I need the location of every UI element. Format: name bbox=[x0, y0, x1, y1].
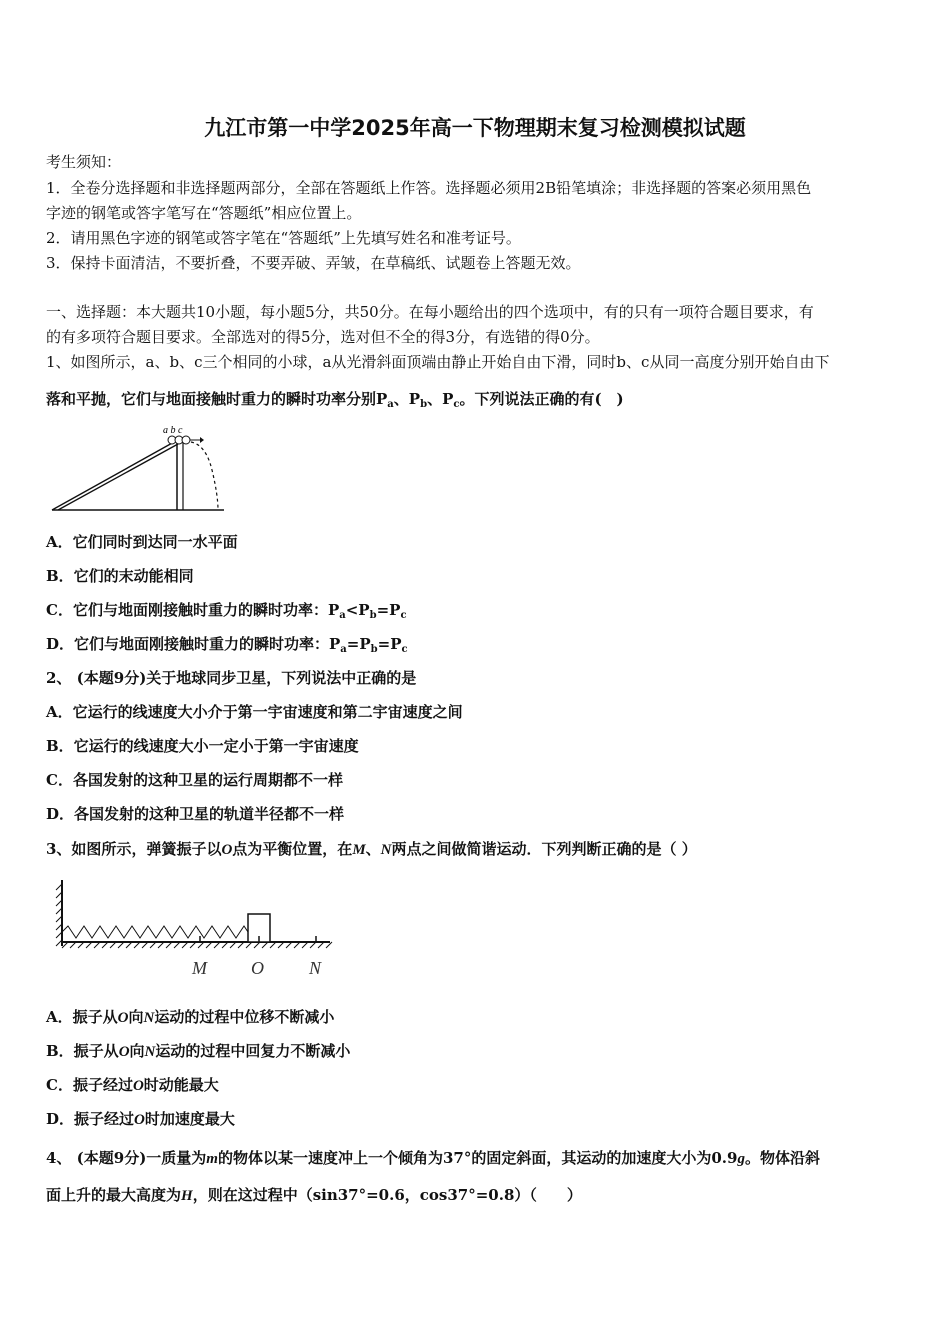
ball-labels: a b c bbox=[163, 425, 183, 436]
notice-heading: 考生须知： bbox=[46, 153, 122, 171]
q1-option-b[interactable]: B．它们的末动能相同 bbox=[46, 567, 194, 585]
q1-option-a[interactable]: A．它们同时到达同一水平面 bbox=[46, 533, 238, 551]
page-title: 九江市第一中学2025年高一下物理期末复习检测模拟试题 bbox=[204, 116, 746, 140]
incline-surface bbox=[52, 442, 174, 510]
q3-option-d[interactable]: D．振子经过O时加速度最大 bbox=[46, 1110, 235, 1128]
q2-option-a[interactable]: A．它运行的线速度大小介于第一宇宙速度和第二宇宙速度之间 bbox=[46, 703, 463, 721]
q3-option-c[interactable]: C．振子经过O时动能最大 bbox=[46, 1076, 219, 1094]
q4-stem-line-1: 4、 (本题9分)一质量为m的物体以某一速度冲上一个倾角为37°的固定斜面，其运动的加速度大小为0.9g。物体沿斜 bbox=[46, 1149, 820, 1167]
q3-option-b[interactable]: B．振子从O向N运动的过程中回复力不断减小 bbox=[46, 1042, 351, 1060]
label-n: N bbox=[309, 958, 322, 978]
label-o: O bbox=[251, 958, 264, 978]
section-instructions-2: 的有多项符合题目要求。全部选对的得5分，选对但不全的得3分，有选错的得0分。 bbox=[46, 328, 600, 346]
q2-stem: 2、 (本题9分)关于地球同步卫星，下列说法中正确的是 bbox=[46, 669, 417, 687]
q3-stem: 3、如图所示，弹簧振子以O点为平衡位置，在M、N两点之间做简谐运动．下列判断正确的是（ ） bbox=[46, 840, 697, 858]
q3-spring-oscillator-figure bbox=[50, 876, 340, 984]
q4-stem-line-2: 面上升的最大高度为H，则在这过程中（sin37°=0.6，cos37°=0.8）（ ） bbox=[46, 1186, 582, 1204]
ball-c-trajectory bbox=[191, 442, 218, 510]
q2-option-b[interactable]: B．它运行的线速度大小一定小于第一宇宙速度 bbox=[46, 737, 359, 755]
q2-option-c[interactable]: C．各国发射的这种卫星的运行周期都不一样 bbox=[46, 771, 343, 789]
q1-option-d[interactable]: D．它们与地面刚接触时重力的瞬时功率：$P_a=P_b=P_c$ bbox=[46, 635, 408, 655]
q2-option-d[interactable]: D．各国发射的这种卫星的轨道半径都不一样 bbox=[46, 805, 345, 823]
notice-line-1: 1．全卷分选择题和非选择题两部分，全部在答题纸上作答。选择题必须用2B铅笔填涂；非选择题的答案必须用黑色 bbox=[46, 179, 812, 197]
notice-line-4: 3．保持卡面清洁，不要折叠，不要弄破、弄皱，在草稿纸、试题卷上答题无效。 bbox=[46, 254, 581, 272]
q1-stem-line-1: 1、如图所示，a、b、c三个相同的小球，a从光滑斜面顶端由静止开始自由下滑，同时b、c从同一高度分别开始自由下 bbox=[46, 353, 830, 371]
spring bbox=[62, 926, 248, 938]
velocity-arrowhead bbox=[200, 437, 204, 443]
label-m: M bbox=[192, 958, 207, 978]
incline-surface-inner bbox=[58, 444, 178, 510]
q3-option-a[interactable]: A．振子从O向N运动的过程中位移不断减小 bbox=[46, 1008, 335, 1026]
q1-stem-line-2: 落和平抛，它们与地面接触时重力的瞬时功率分别$P_a$、$P_b$、$P_c$。下列说法正确的有( ) bbox=[46, 390, 624, 410]
q1-incline-figure bbox=[48, 420, 248, 515]
notice-line-3: 2．请用黑色字迹的钢笔或答字笔在“答题纸”上先填写姓名和准考证号。 bbox=[46, 229, 521, 247]
section-instructions-1: 一、选择题：本大题共10小题，每小题5分，共50分。在每小题给出的四个选项中，有的只有一项符合题目要求，有 bbox=[46, 303, 814, 321]
ball-c bbox=[182, 436, 190, 444]
notice-line-2: 字迹的钢笔或答字笔写在“答题纸”相应位置上。 bbox=[46, 204, 362, 222]
q1-option-c[interactable]: C．它们与地面刚接触时重力的瞬时功率：$P_a<P_b=P_c$ bbox=[46, 601, 407, 621]
